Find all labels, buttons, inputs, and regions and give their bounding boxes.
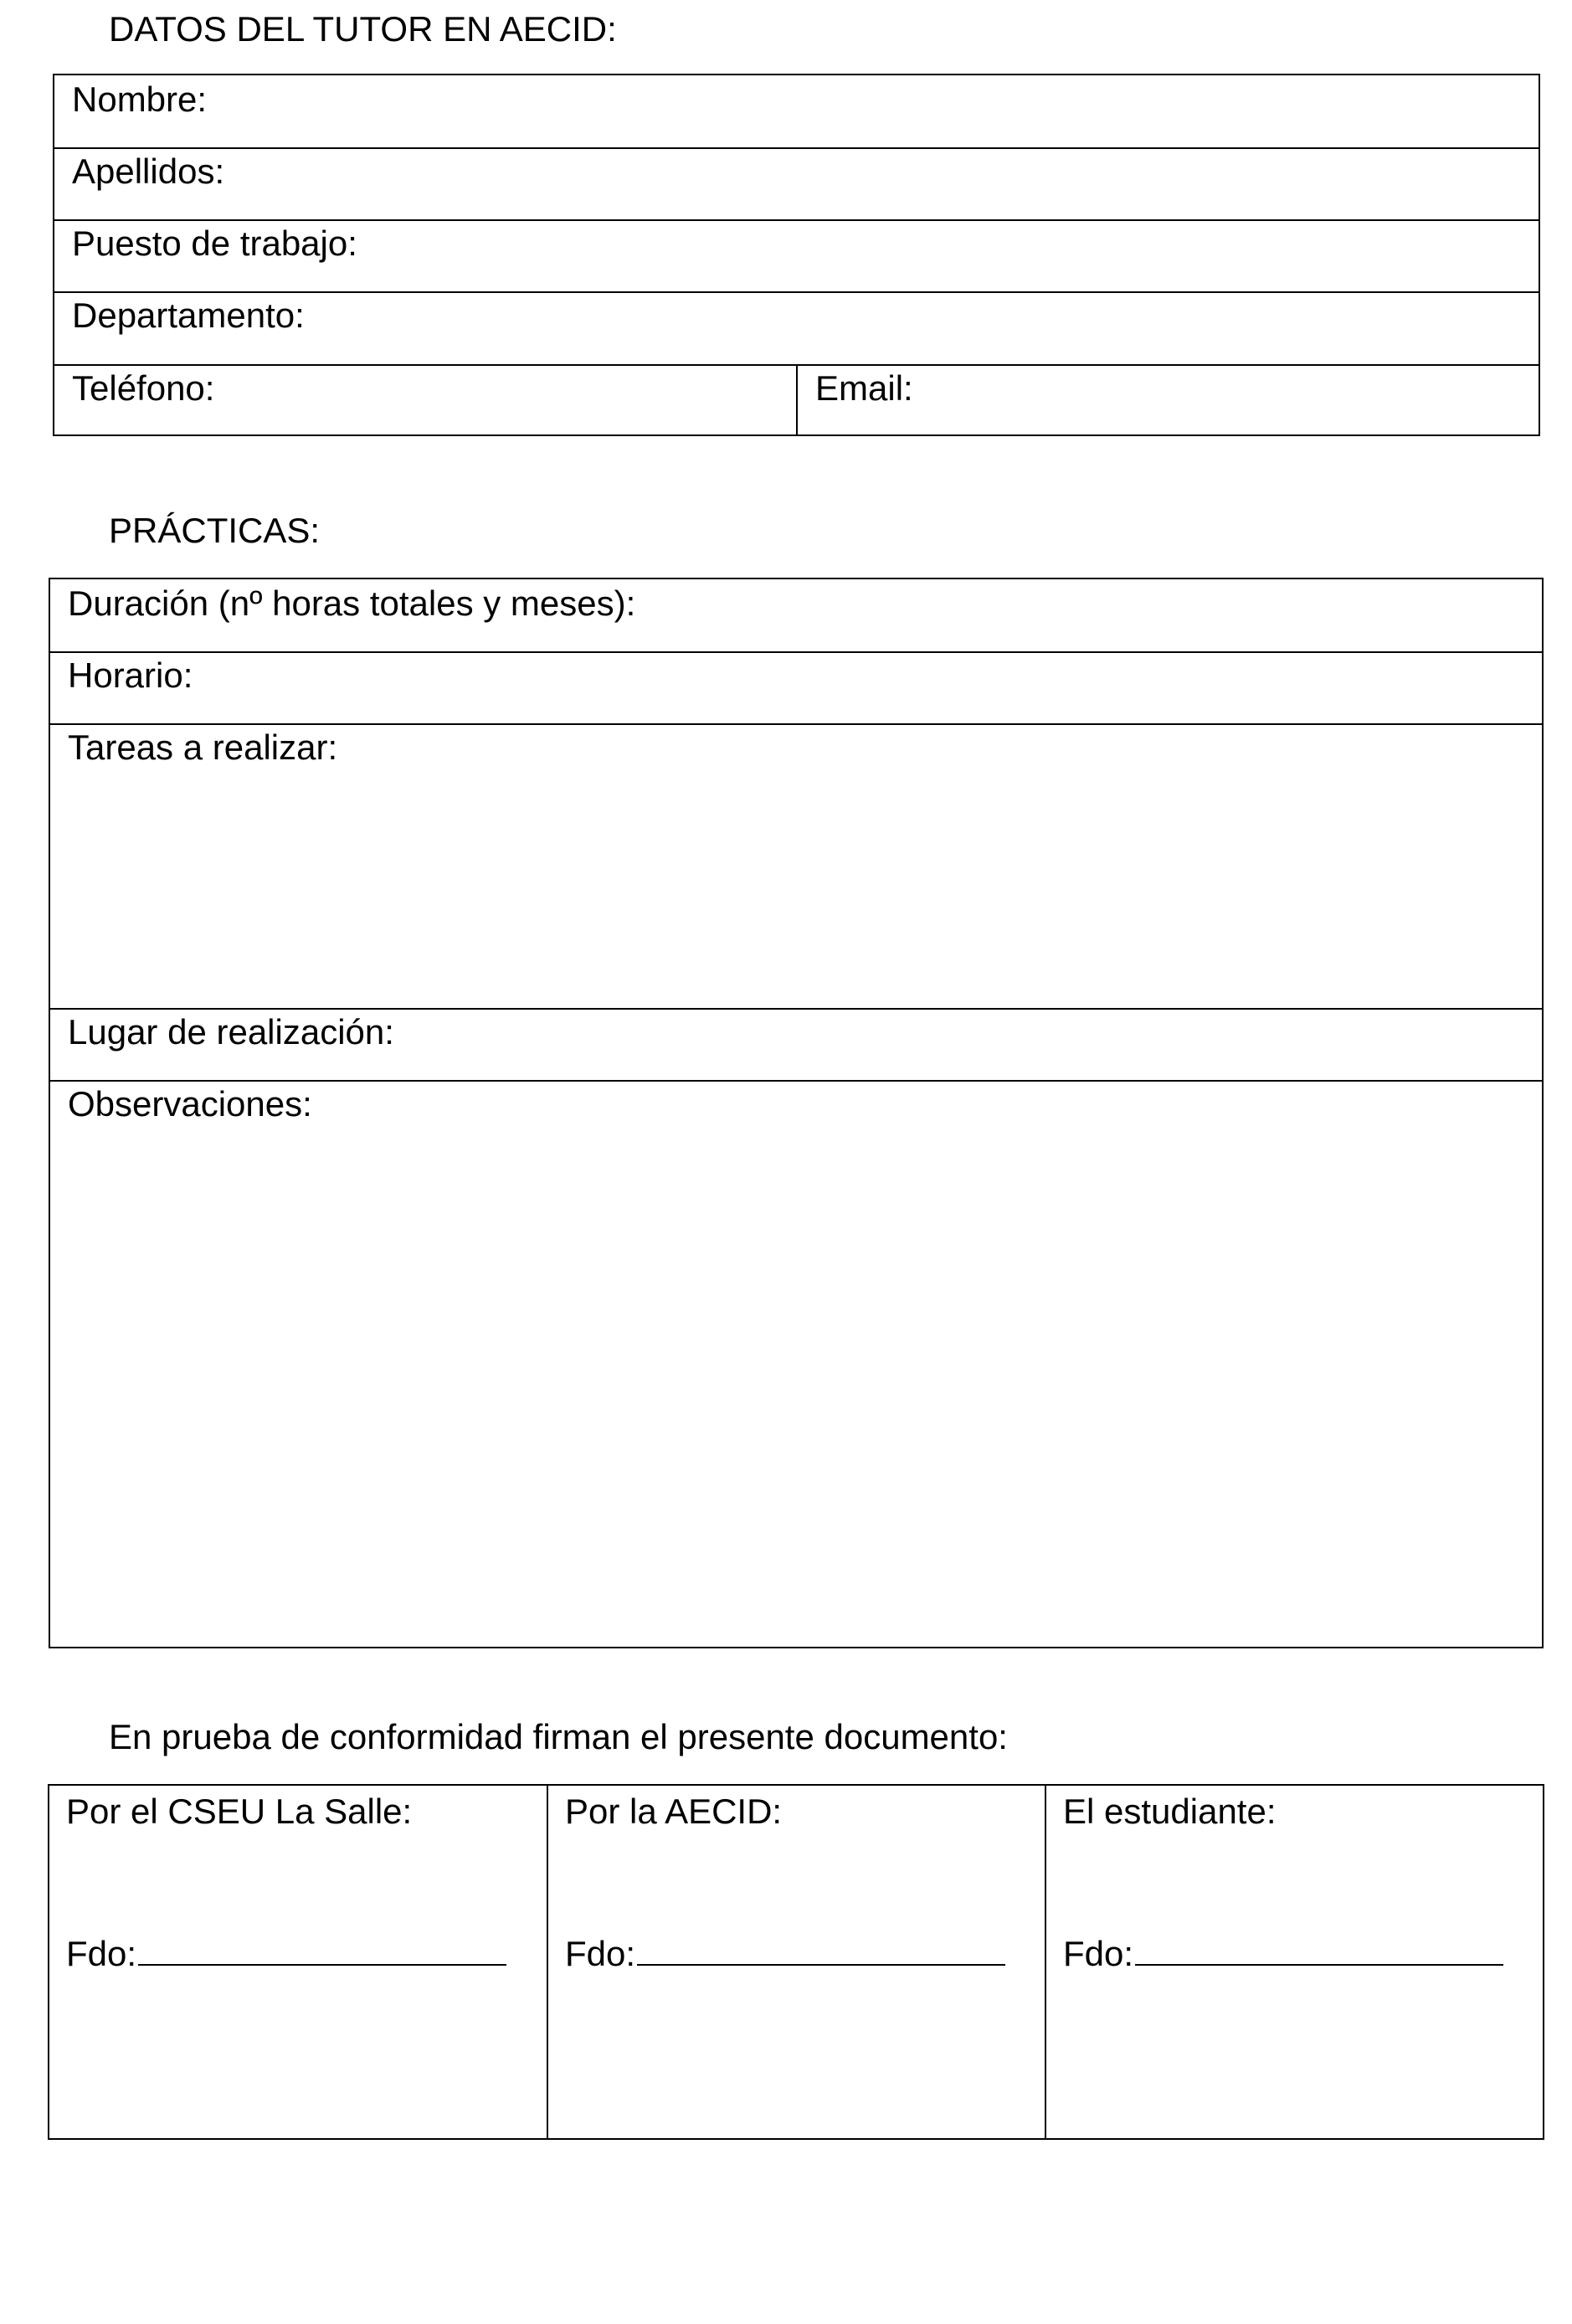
- tutor-row-apellidos[interactable]: [54, 147, 1539, 219]
- tareas-label: Tareas a realizar:: [68, 728, 338, 767]
- practicas-row-lugar[interactable]: [50, 1008, 1542, 1080]
- tutor-row-departamento[interactable]: [54, 291, 1539, 364]
- firma-aecid-cell[interactable]: [548, 1786, 1045, 2138]
- firma-cseu-fdo: [66, 1936, 506, 1972]
- firmas-intro: En prueba de conformidad firman el presente documento:: [109, 1717, 1008, 1756]
- firma-aecid-fdo-label: Fdo:: [565, 1934, 636, 1973]
- tutor-data-table: [53, 74, 1540, 436]
- firma-cseu-signature-line: [138, 1963, 506, 1966]
- firma-aecid-fdo: [565, 1936, 1005, 1972]
- firma-aecid-signature-line: [637, 1963, 1005, 1966]
- practicas-row-duracion[interactable]: [50, 579, 1542, 651]
- firma-estudiante-fdo-label: Fdo:: [1063, 1934, 1134, 1973]
- horario-label: Horario:: [68, 656, 193, 695]
- tutor-row-puesto[interactable]: [54, 219, 1539, 291]
- telefono-label: Teléfono:: [72, 368, 215, 408]
- firma-estudiante-fdo: [1063, 1936, 1503, 1972]
- lugar-label: Lugar de realización:: [68, 1012, 394, 1051]
- observaciones-label: Observaciones:: [68, 1084, 312, 1123]
- tutor-row-nombre[interactable]: [54, 75, 1539, 147]
- email-cell[interactable]: [798, 366, 1539, 434]
- puesto-label: Puesto de trabajo:: [72, 224, 357, 263]
- practicas-row-tareas[interactable]: [50, 723, 1542, 1008]
- nombre-label: Nombre:: [72, 80, 208, 119]
- tutor-row-contacto: [54, 364, 1539, 434]
- firma-cseu-cell[interactable]: [49, 1786, 547, 2138]
- firma-estudiante-signature-line: [1135, 1963, 1503, 1966]
- practicas-table: [49, 578, 1544, 1648]
- firma-cseu-fdo-label: Fdo:: [66, 1934, 137, 1973]
- firmas-table: [48, 1784, 1544, 2140]
- practicas-row-observaciones[interactable]: [50, 1080, 1542, 1647]
- tutor-section-heading: DATOS DEL TUTOR EN AECID:: [109, 9, 617, 49]
- firma-estudiante-cell[interactable]: [1046, 1786, 1543, 2138]
- practicas-row-horario[interactable]: [50, 651, 1542, 723]
- firma-cseu-title: Por el CSEU La Salle:: [66, 1792, 413, 1831]
- duracion-label: Duración (nº horas totales y meses):: [68, 584, 636, 623]
- firma-aecid-title: Por la AECID:: [565, 1792, 783, 1831]
- practicas-section-heading: PRÁCTICAS:: [109, 511, 321, 550]
- apellidos-label: Apellidos:: [72, 152, 225, 191]
- telefono-cell[interactable]: [54, 366, 796, 434]
- departamento-label: Departamento:: [72, 296, 305, 335]
- firma-estudiante-title: El estudiante:: [1063, 1792, 1277, 1831]
- email-label: Email:: [815, 368, 913, 408]
